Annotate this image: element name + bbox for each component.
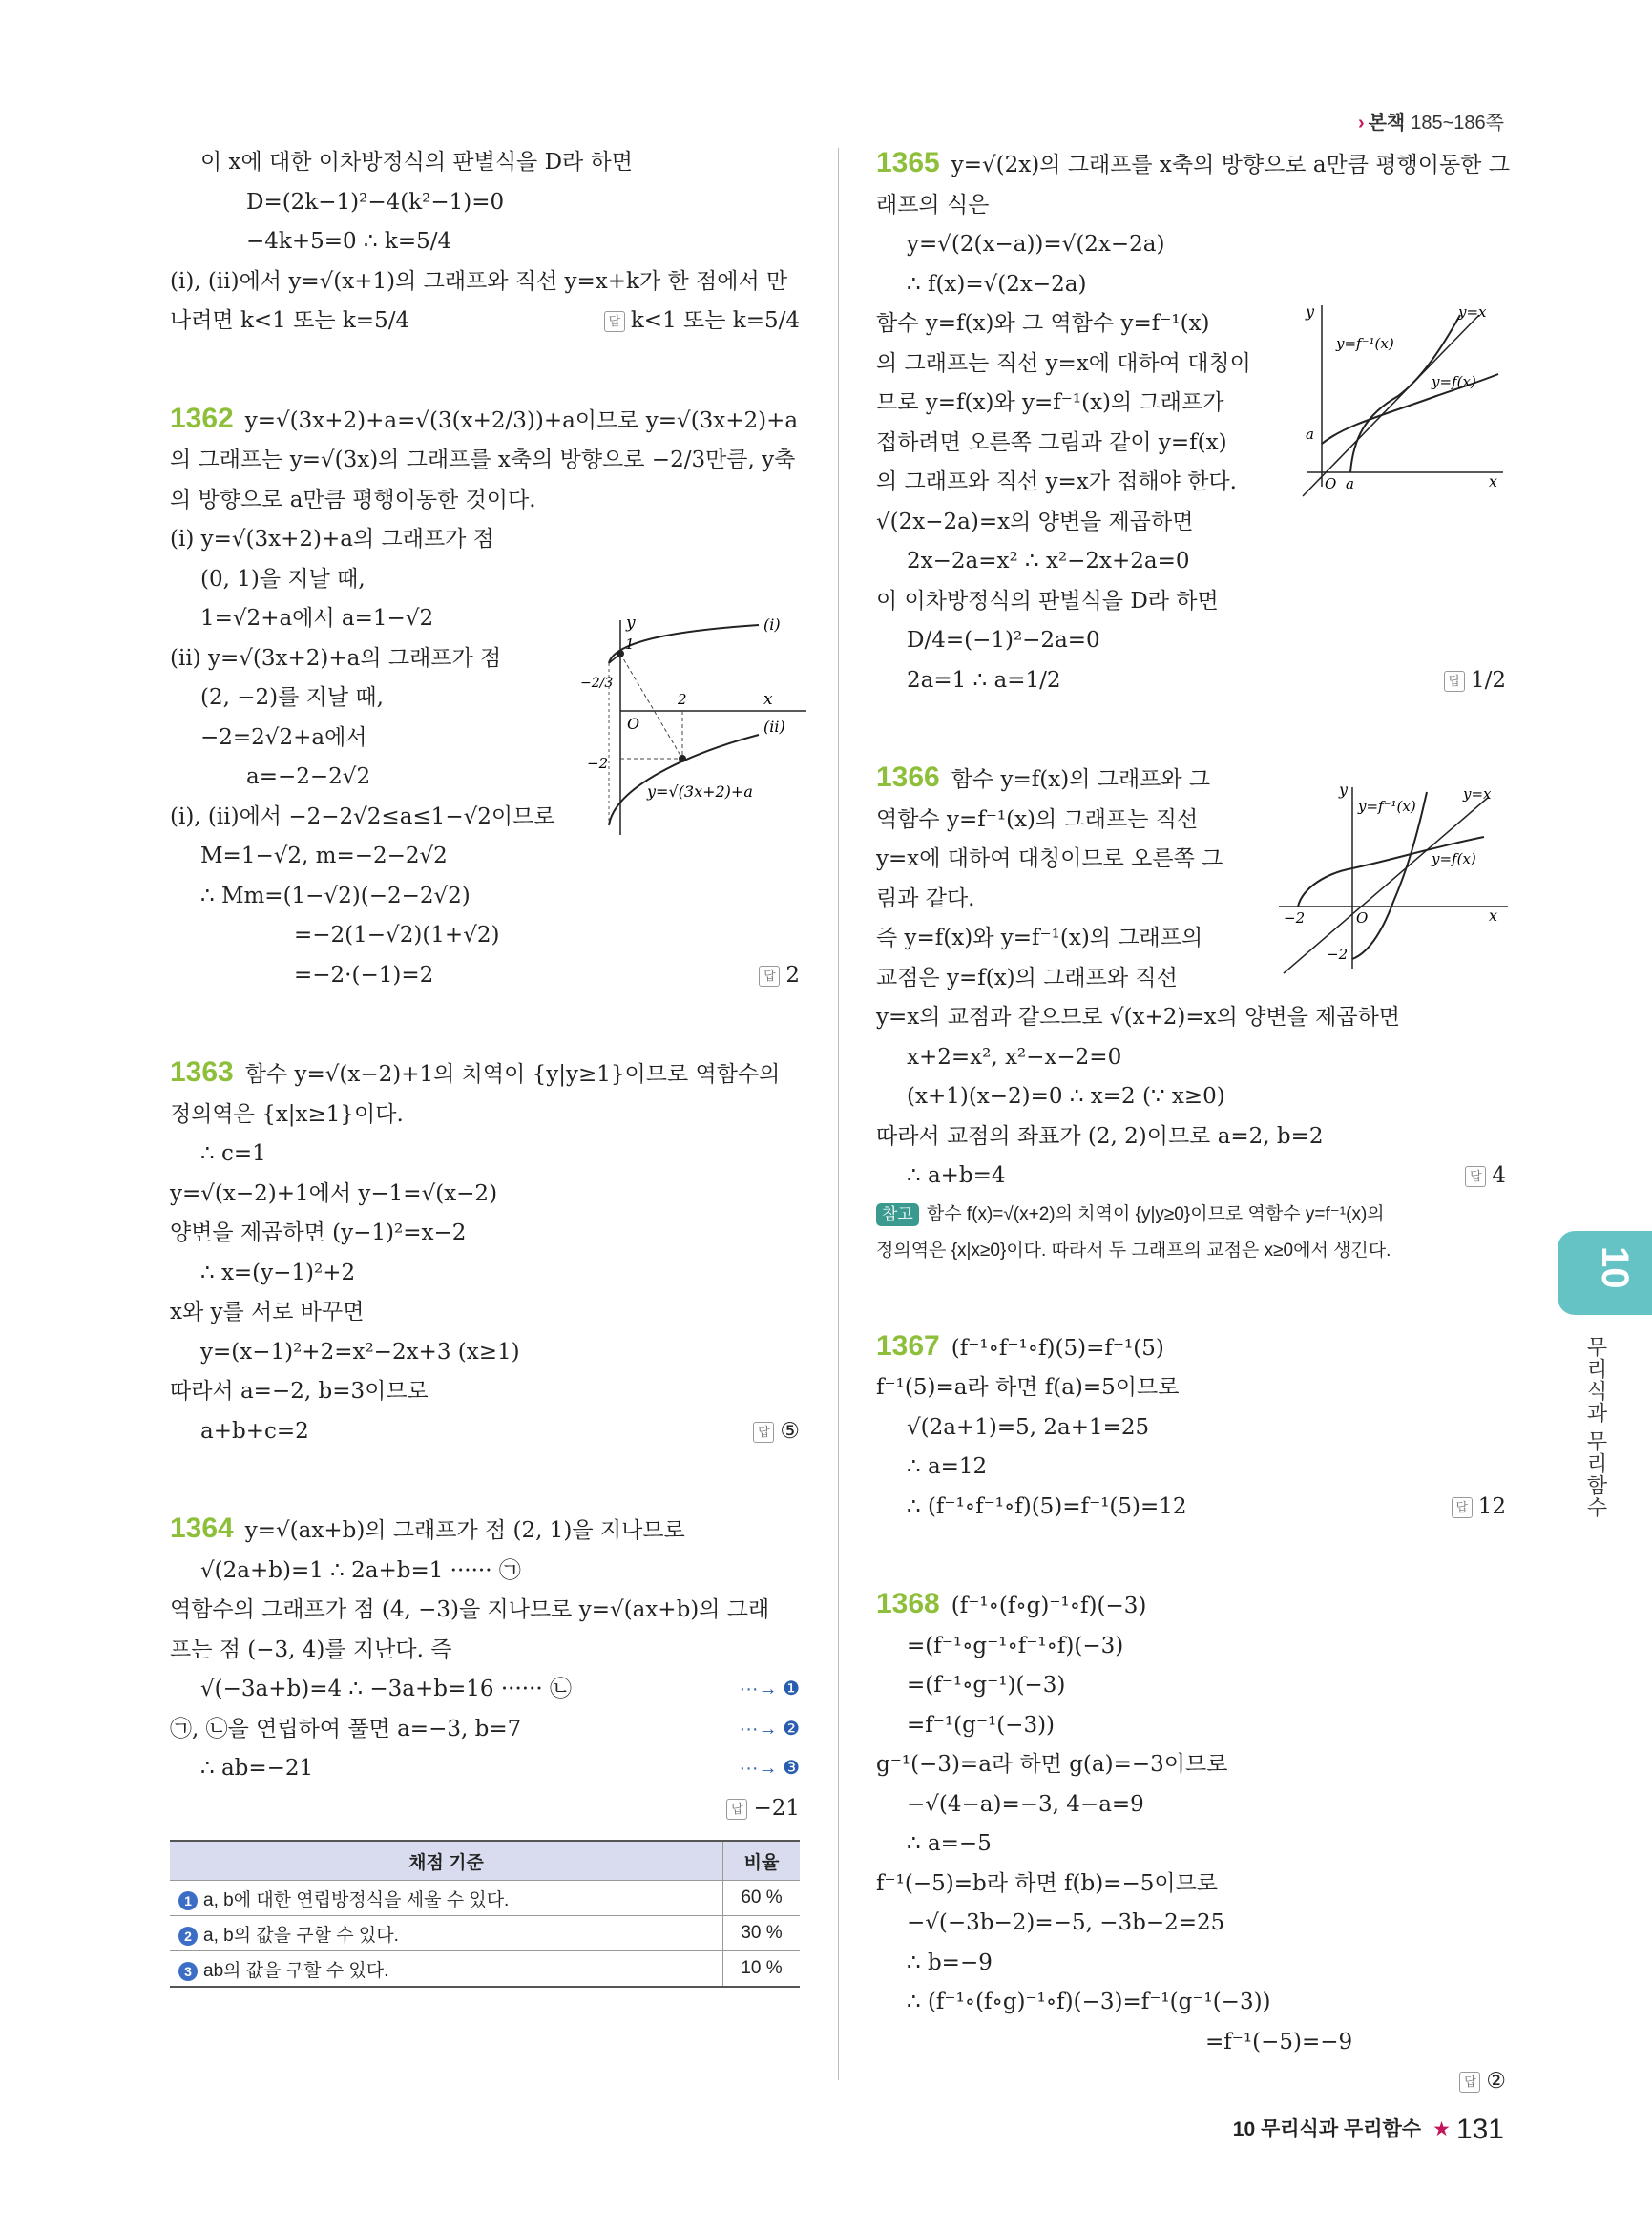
solution-line: (i), (ii)에서 y=√(x+1)의 그래프와 직선 y=x+k가 한 점에서 만: [170, 268, 788, 294]
answer: 답 ⑤: [753, 1412, 800, 1452]
solution-line: 따라서 교점의 좌표가 (2, 2)이므로 a=2, b=2: [876, 1123, 1324, 1149]
answer: 답 k<1 또는 k=5/4: [604, 302, 800, 342]
solution-line: 1=√2+a에서 a=1−√2: [200, 606, 434, 631]
step-number: 2: [178, 1927, 198, 1946]
solution-line: y=√(x−2)+1에서 y−1=√(x−2): [170, 1180, 498, 1206]
solution-line: ∴ b=−9: [907, 1950, 993, 1975]
solution-line: 접하려면 오른쪽 그림과 같이 y=f(x): [876, 429, 1227, 455]
svg-text:O: O: [627, 715, 640, 733]
solution-line: 이 이차방정식의 판별식을 D라 하면: [876, 588, 1219, 614]
solution-line: 교점은 y=f(x)의 그래프와 직선: [876, 965, 1178, 990]
table-cell: 60 %: [723, 1881, 801, 1916]
answer-badge: 답: [1459, 2072, 1480, 2093]
solution-line: 역함수 y=f⁻¹(x)의 그래프는 직선: [876, 806, 1199, 832]
table-header: 채점 기준: [170, 1841, 723, 1881]
solution-line: ∴ a=−5: [907, 1831, 992, 1856]
solution-line: 1368 (f⁻¹∘(f∘g)⁻¹∘f)(−3): [876, 1588, 1147, 1619]
graph-1362: [573, 611, 811, 840]
solution-line: [876, 2062, 1506, 2102]
answer-badge: 답: [759, 966, 780, 987]
answer: 답 ②: [1459, 2062, 1506, 2102]
solution-line: 즉 y=f(x)와 y=f⁻¹(x)의 그래프의: [876, 926, 1203, 950]
solution-line: 1362 y=√(3x+2)+a=√(3(x+2/3))+a이므로 y=√(3x+2)+a: [170, 402, 799, 434]
svg-text:y=x: y=x: [1458, 303, 1487, 321]
svg-text:O: O: [1325, 475, 1337, 492]
solution-line: ∴ (f⁻¹∘f⁻¹∘f)(5)=f⁻¹(5)=12 답 12: [876, 1488, 1506, 1528]
solution-line: 정의역은 {x|x≥1}이다.: [170, 1101, 404, 1127]
solution-line: 1364 y=√(ax+b)의 그래프가 점 (2, 1)을 지나므로: [170, 1512, 685, 1544]
solution-line: (i) y=√(3x+2)+a의 그래프가 점: [170, 527, 494, 552]
problem-number: 1366: [876, 761, 940, 793]
solution-line: 1366 함수 y=f(x)의 그래프와 그: [876, 761, 1211, 793]
chevron-right-icon: ›: [1357, 113, 1365, 134]
column-divider: [838, 148, 839, 2080]
continued-solution: [170, 143, 800, 342]
note-tag: 참고: [876, 1203, 919, 1226]
solution-line: −2=2√2+a에서: [200, 724, 367, 750]
table-header-row: [170, 1841, 800, 1881]
answer: 답 1/2: [1444, 661, 1506, 701]
step-number: 1: [178, 1891, 198, 1910]
star-icon: ★: [1432, 2118, 1451, 2140]
point-0-1: [617, 650, 624, 657]
reference-note: 참고 함수 f(x)=√(x+2)의 치역이 {y|y≥0}이므로 역함수 y=f⁻¹(x)의 정의역은 {x|x≥0}이다. 따라서 두 그래프의 교점은 x≥0에서 생긴다.: [876, 1203, 1391, 1261]
solution-line: f⁻¹(5)=a라 하면 f(a)=5이므로: [876, 1375, 1180, 1400]
solution-line: 역함수의 그래프가 점 (4, −3)을 지나므로 y=√(ax+b)의 그래: [170, 1597, 770, 1622]
solution-line: (0, 1)을 지날 때,: [200, 566, 366, 592]
solution-line: 의 그래프는 y=√(3x)의 그래프를 x축의 방향으로 −2/3만큼, y축: [170, 448, 796, 472]
svg-text:O: O: [1356, 909, 1369, 927]
solution-line: =(f⁻¹∘g⁻¹)(−3): [907, 1673, 1066, 1698]
solution-line: √(2x−2a)=x의 양변을 제곱하면: [876, 509, 1194, 534]
svg-text:x: x: [1489, 472, 1498, 490]
solution-line: ∴ Mm=(1−√2)(−2−2√2): [200, 883, 471, 908]
solution-line: ∴ (f⁻¹∘(f∘g)⁻¹∘f)(−3)=f⁻¹(g⁻¹(−3)): [907, 1990, 1271, 2014]
chapter-tab-title: 무리식과 무리함수: [1584, 1336, 1608, 1519]
solution-line: =f⁻¹(g⁻¹(−3)): [907, 1712, 1056, 1738]
curve-f-inverse: [1352, 792, 1427, 959]
solution-line: ∴ ab=−21 ···→ ❸: [170, 1749, 800, 1789]
solution-line: M=1−√2, m=−2−2√2: [200, 844, 448, 868]
svg-text:y=f⁻¹(x): y=f⁻¹(x): [1336, 335, 1394, 352]
problem-1367: [876, 1326, 1506, 1528]
problem-number: 1364: [170, 1512, 234, 1544]
solution-line: 1367 (f⁻¹∘f⁻¹∘f)(5)=f⁻¹(5): [876, 1329, 1164, 1362]
solution-line: [170, 1789, 800, 1829]
solution-line: a+b+c=2 답 ⑤: [170, 1412, 800, 1452]
solution-line: 2x−2a=x² ∴ x²−2x+2a=0: [907, 549, 1190, 573]
problem-1368: [876, 1584, 1506, 2102]
solution-line: ∴ x=(y−1)²+2: [200, 1260, 356, 1285]
solution-line: ∴ f(x)=√(2x−2a): [907, 271, 1087, 297]
problem-number: 1368: [876, 1588, 940, 1619]
solution-line: 나려면 k<1 또는 k=5/4 답 k<1 또는 k=5/4: [170, 302, 800, 342]
scoring-table: [170, 1840, 800, 1988]
answer-badge: 답: [1444, 671, 1465, 692]
problem-number: 1363: [170, 1056, 234, 1088]
solution-line: =(f⁻¹∘g⁻¹∘f⁻¹∘f)(−3): [907, 1633, 1124, 1658]
point-2-m2: [679, 755, 686, 762]
solution-line: a=−2−2√2: [246, 764, 371, 789]
svg-text:y=f(x): y=f(x): [1432, 850, 1476, 867]
solution-line: 래프의 식은: [876, 192, 990, 218]
svg-text:−2: −2: [1284, 909, 1306, 927]
solution-line: (x+1)(x−2)=0 ∴ x=2 (∵ x≥0): [907, 1084, 1225, 1109]
solution-line: (i), (ii)에서 −2−2√2≤a≤1−√2이므로: [170, 803, 555, 829]
solution-line: √(2a+b)=1 ∴ 2a+b=1 ······ ㉠: [200, 1557, 521, 1583]
table-header: 비율: [723, 1841, 801, 1881]
solution-line: y=x의 교점과 같으므로 √(x+2)=x의 양변을 제곱하면: [876, 1005, 1401, 1030]
solution-line: =−2(1−√2)(1+√2): [294, 923, 500, 948]
solution-line: 2a=1 ∴ a=1/2 답 1/2: [876, 661, 1506, 701]
page-number: 131: [1455, 2114, 1504, 2145]
table-row: [170, 1951, 800, 1988]
solution-line: D=(2k−1)²−4(k²−1)=0: [246, 189, 505, 215]
solution-line: x와 y를 서로 바꾸면: [170, 1300, 365, 1324]
table-cell: 30 %: [723, 1916, 801, 1951]
chapter-tab-number: 10: [1594, 1246, 1636, 1289]
svg-text:x: x: [763, 690, 773, 709]
solution-line: −√(4−a)=−3, 4−a=9: [907, 1791, 1144, 1817]
answer-badge: 답: [604, 311, 625, 332]
problem-number: 1362: [170, 402, 234, 434]
solution-line: D/4=(−1)²−2a=0: [907, 628, 1100, 653]
svg-text:x: x: [1489, 907, 1498, 925]
svg-text:−2: −2: [587, 755, 609, 772]
solution-line: y=√(2(x−a))=√(2x−2a): [907, 232, 1165, 257]
solution-line: ∴ c=1: [200, 1141, 266, 1166]
solution-line: 함수 y=f(x)와 그 역함수 y=f⁻¹(x): [876, 311, 1210, 336]
svg-text:1: 1: [625, 636, 635, 653]
solution-line: 이 x에 대한 이차방정식의 판별식을 D라 하면: [200, 150, 633, 175]
table-cell: 1 a, b에 대한 연립방정식을 세울 수 있다.: [170, 1881, 723, 1916]
solution-line: ∴ a=12: [907, 1454, 988, 1479]
solution-line: ㉠, ㉡을 연립하여 풀면 a=−3, b=7 ···→ ❷: [170, 1710, 800, 1750]
solution-line: 1363 함수 y=√(x−2)+1의 치역이 {y|y≥1}이므로 역함수의: [170, 1056, 781, 1088]
solution-line: 따라서 a=−2, b=3이므로: [170, 1379, 429, 1404]
answer: 답 −21: [726, 1789, 800, 1829]
solution-line: 양변을 제곱하면 (y−1)²=x−2: [170, 1220, 467, 1245]
svg-text:y: y: [626, 614, 636, 633]
table-row: [170, 1916, 800, 1951]
table-row: [170, 1881, 800, 1916]
svg-text:y: y: [1339, 781, 1349, 799]
solution-line: x+2=x², x²−x−2=0: [907, 1044, 1122, 1070]
solution-line: 1365 y=√(2x)의 그래프를 x축의 방향으로 a만큼 평행이동한 그: [876, 147, 1510, 178]
solution-line: 의 방향으로 a만큼 평행이동한 것이다.: [170, 487, 536, 512]
svg-text:y=x: y=x: [1463, 785, 1492, 803]
solution-line: y=(x−1)²+2=x²−2x+3 (x≥1): [200, 1339, 520, 1365]
solution-line: √(−3a+b)=4 ∴ −3a+b=16 ······ ㉡ ···→ ❶: [170, 1670, 800, 1710]
solution-line: ∴ a+b=4 답 4: [876, 1157, 1506, 1197]
svg-text:a: a: [1306, 426, 1314, 443]
solution-line: =f⁻¹(−5)=−9: [1205, 2029, 1353, 2054]
answer-badge: 답: [726, 1799, 747, 1820]
step-marker: ···→ ❷: [739, 1718, 800, 1740]
solution-line: √(2a+1)=5, 2a+1=25: [907, 1414, 1150, 1440]
answer: 답 12: [1452, 1488, 1506, 1528]
solution-line: 프는 점 (−3, 4)를 지난다. 즉: [170, 1637, 452, 1662]
problem-number: 1365: [876, 147, 940, 178]
step-number: 3: [178, 1962, 198, 1981]
solution-line: (2, −2)를 지날 때,: [200, 685, 384, 710]
solution-line: −4k+5=0 ∴ k=5/4: [246, 229, 452, 254]
svg-text:y=f(x): y=f(x): [1432, 373, 1476, 390]
solution-line: g⁻¹(−3)=a라 하면 g(a)=−3이므로: [876, 1752, 1228, 1777]
svg-text:−2: −2: [1327, 946, 1349, 963]
table-cell: 10 %: [723, 1951, 801, 1988]
table-cell: 2 a, b의 값을 구할 수 있다.: [170, 1916, 723, 1951]
answer: 답 4: [1465, 1157, 1506, 1197]
graph-1365: [1298, 296, 1508, 501]
svg-text:y=√(3x+2)+a: y=√(3x+2)+a: [647, 782, 753, 801]
table-cell: 3 ab의 값을 구할 수 있다.: [170, 1951, 723, 1988]
answer-badge: 답: [753, 1422, 774, 1443]
svg-text:2: 2: [678, 691, 687, 708]
svg-text:y: y: [1306, 302, 1315, 321]
solution-line: 의 그래프는 직선 y=x에 대하여 대칭이: [876, 350, 1251, 376]
graph-1366: [1274, 778, 1513, 978]
answer: 답 2: [759, 956, 800, 996]
solution-line: −√(−3b−2)=−5, −3b−2=25: [907, 1910, 1225, 1935]
problem-1363: [170, 1053, 800, 1451]
answer-badge: 답: [1452, 1497, 1473, 1518]
solution-line: 림과 같다.: [876, 886, 975, 911]
solution-line: 므로 y=f(x)와 y=f⁻¹(x)의 그래프가: [876, 390, 1224, 415]
solution-line: 의 그래프와 직선 y=x가 접해야 한다.: [876, 469, 1237, 494]
problem-number: 1367: [876, 1329, 940, 1362]
svg-text:y=f⁻¹(x): y=f⁻¹(x): [1358, 798, 1416, 815]
problem-1364: [170, 1509, 800, 1988]
curve-f: [1298, 837, 1484, 907]
page-footer: [1233, 2114, 1504, 2146]
solution-line: (ii) y=√(3x+2)+a의 그래프가 점: [170, 645, 502, 671]
answer-badge: 답: [1465, 1166, 1486, 1187]
svg-text:−2/3: −2/3: [580, 676, 614, 691]
page-reference: › 본책 185~186쪽: [1357, 113, 1504, 134]
footer-chapter: 10 무리식과 무리함수: [1232, 2118, 1422, 2140]
solution-line: y=x에 대하여 대칭이므로 오른쪽 그: [876, 846, 1223, 871]
step-marker: ···→ ❶: [739, 1678, 800, 1699]
solution-line: f⁻¹(−5)=b라 하면 f(b)=−5이므로: [876, 1870, 1219, 1896]
solution-line: =−2·(−1)=2 답 2: [170, 956, 800, 996]
left-column: [170, 143, 800, 1988]
svg-text:(ii): (ii): [763, 718, 785, 736]
curve-ii: [609, 735, 759, 825]
svg-text:a: a: [1346, 475, 1354, 492]
step-marker: ···→ ❸: [739, 1758, 800, 1779]
svg-text:(i): (i): [763, 615, 781, 634]
